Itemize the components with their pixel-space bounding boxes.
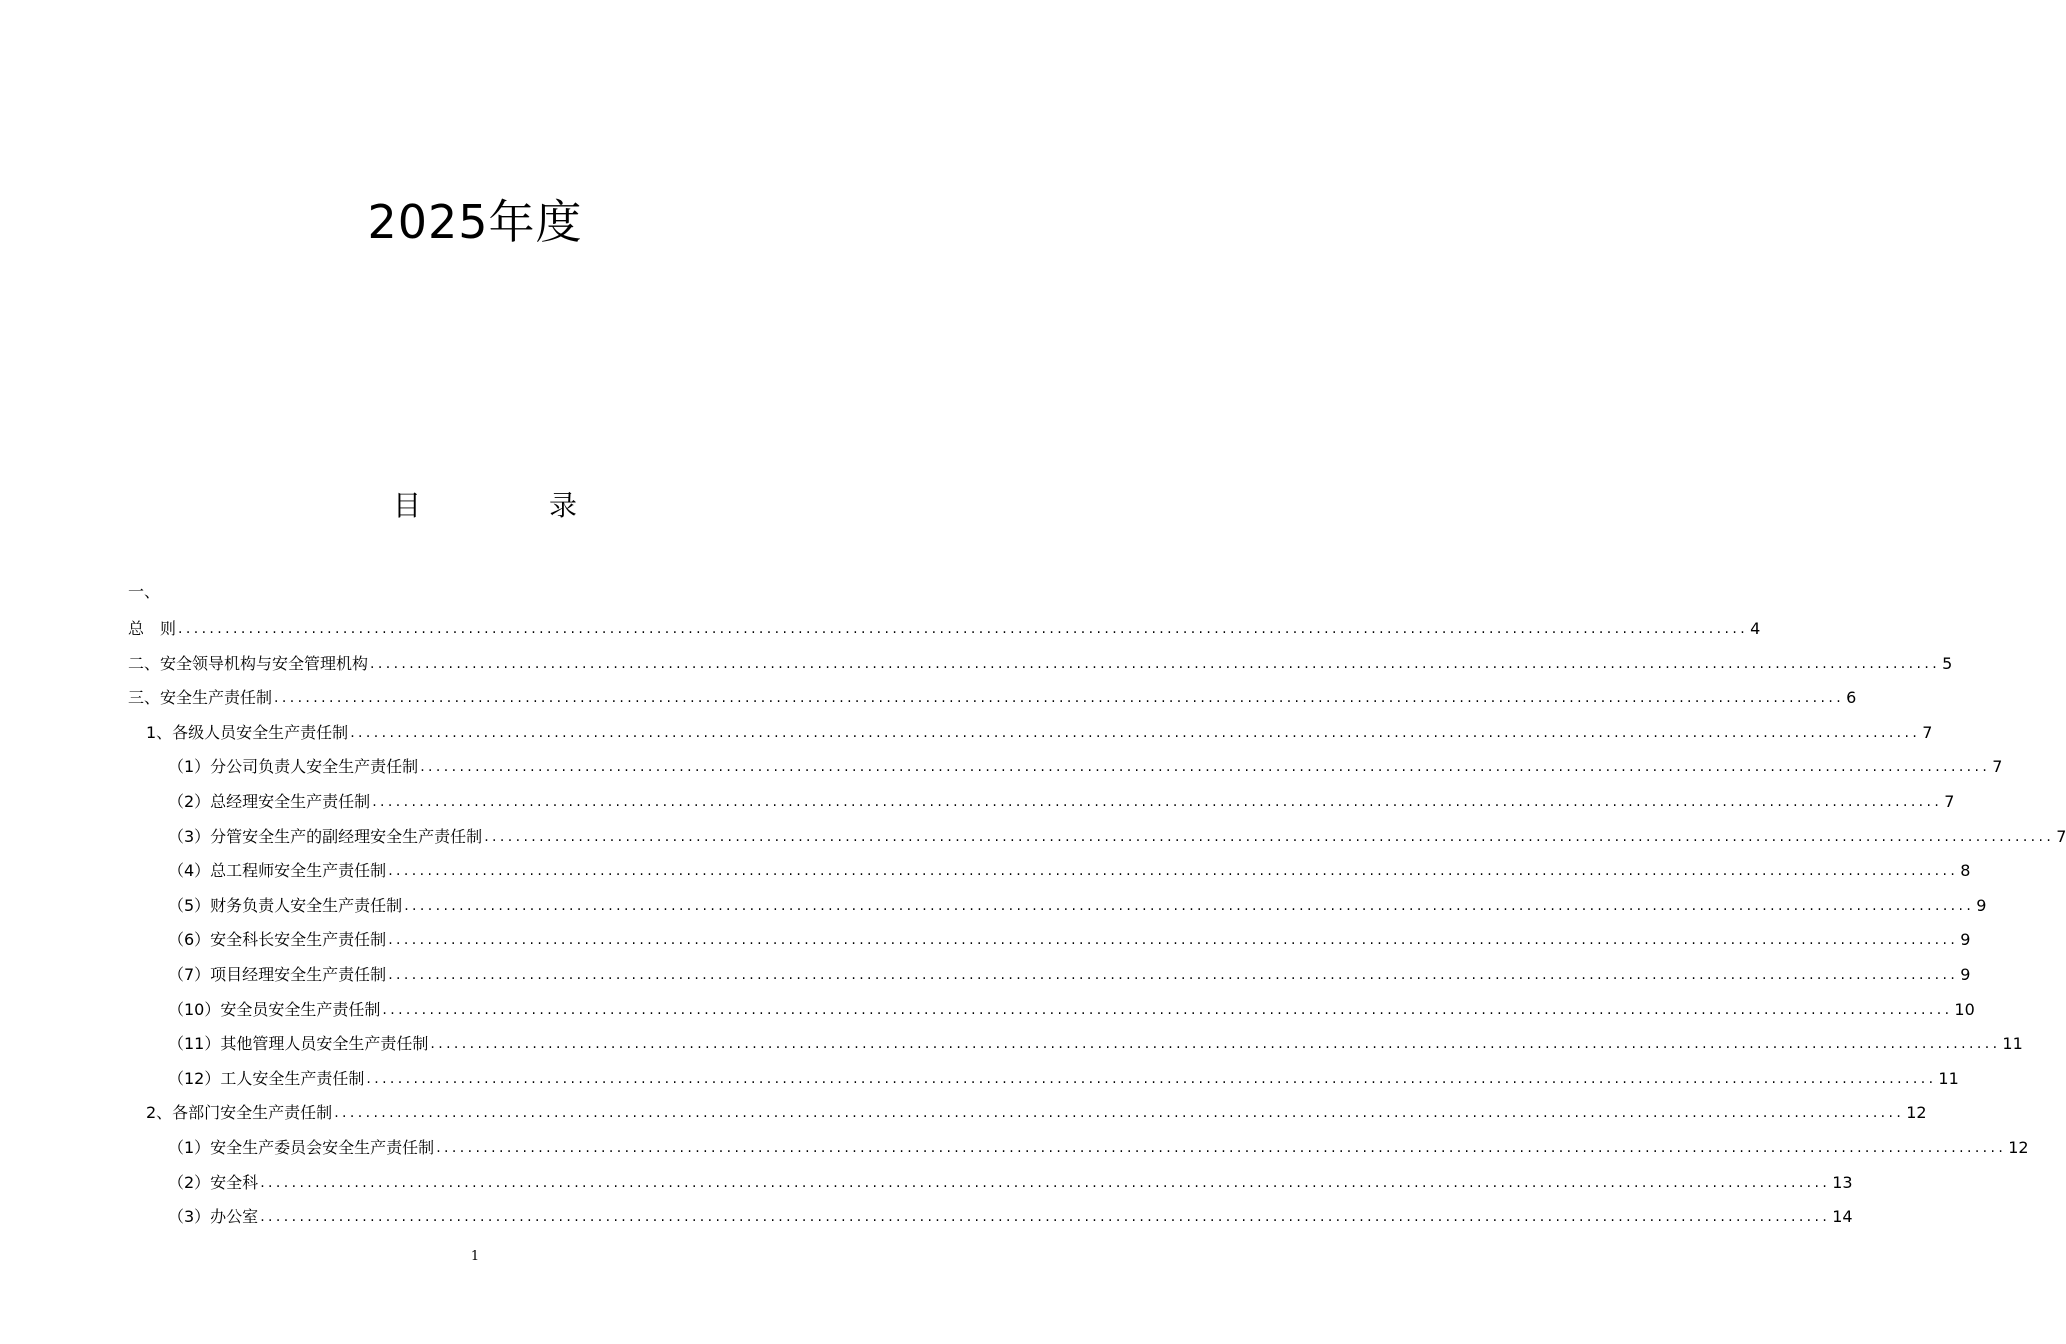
document-title: 2025年度 — [367, 195, 583, 249]
toc-dot-leader: ........................................................................................................................................................................................................ — [178, 621, 1749, 637]
toc-dot-leader: ........................................................................................................................................................................................................ — [372, 794, 1943, 810]
toc-dot-leader: ........................................................................................................................................................................................................ — [366, 1070, 1937, 1087]
toc-entry-page-number: 9 — [1960, 965, 1971, 984]
toc-dot-leader: ........................................................................................................................................................................................................ — [260, 1174, 1831, 1191]
toc-dot-leader: ........................................................................................................................................................................................................ — [260, 1209, 1831, 1226]
toc-entry[interactable] — [168, 924, 1971, 952]
toc-entry[interactable] — [168, 1167, 1853, 1195]
toc-entry-label: （6）安全科长安全生产责任制 — [168, 930, 387, 950]
toc-entry-page-number: 9 — [1976, 895, 1987, 915]
toc-entry[interactable] — [168, 855, 1971, 883]
toc-entry-page-number: 10 — [1954, 999, 1975, 1019]
toc-dot-leader: ........................................................................................................................................................................................................ — [370, 655, 1941, 672]
toc-entry[interactable] — [146, 717, 1933, 745]
toc-entry-label: （1）安全生产委员会安全生产责任制 — [168, 1138, 435, 1157]
toc-entry[interactable] — [168, 786, 1955, 814]
toc-entry[interactable] — [168, 890, 1987, 918]
toc-dot-leader: ........................................................................................................................................................................................................ — [388, 967, 1959, 983]
toc-entry-label: （2）安全科 — [168, 1172, 259, 1192]
toc-entry[interactable] — [146, 1097, 1927, 1125]
toc-heading-char-1: 目 — [393, 489, 422, 522]
toc-entry-page-number: 5 — [1942, 653, 1953, 673]
toc-entry-label: （4）总工程师安全生产责任制 — [168, 861, 387, 881]
toc-dot-leader: ........................................................................................................................................................................................................ — [420, 759, 1991, 776]
toc-orphan-line: 一、 — [128, 582, 161, 601]
toc-dot-leader: ........................................................................................................................................................................................................ — [388, 932, 1959, 949]
toc-entry[interactable] — [128, 648, 1953, 676]
toc-entry-page-number: 12 — [2008, 1138, 2029, 1157]
toc-entry[interactable] — [128, 682, 1857, 710]
toc-entry-label: （10）安全员安全生产责任制 — [168, 999, 381, 1019]
toc-entry-page-number: 11 — [1938, 1068, 1959, 1088]
toc-heading-char-2: 录 — [549, 489, 578, 522]
toc-entry[interactable] — [168, 994, 1975, 1022]
page-number: 1 — [470, 1249, 480, 1264]
toc-entry-page-number: 9 — [1960, 930, 1971, 950]
toc-entry-label: （1）分公司负责人安全生产责任制 — [168, 757, 419, 777]
toc-entry[interactable] — [168, 751, 2003, 779]
toc-entry[interactable] — [168, 1028, 2023, 1056]
toc-dot-leader: ........................................................................................................................................................................................................ — [334, 1105, 1905, 1122]
toc-entry-label: （7）项目经理安全生产责任制 — [168, 965, 387, 984]
toc-entry-page-number: 7 — [1922, 722, 1933, 742]
toc-dot-leader: ........................................................................................................................................................................................................ — [404, 897, 1975, 914]
toc-entry-label: 2、各部门安全生产责任制 — [146, 1103, 333, 1123]
toc-entry-label: （5）财务负责人安全生产责任制 — [168, 895, 403, 915]
toc-entry-page-number: 7 — [1992, 757, 2003, 777]
toc-entry[interactable] — [168, 1063, 1959, 1091]
toc-entry-label: （3）办公室 — [168, 1207, 259, 1227]
toc-dot-leader: ........................................................................................................................................................................................................ — [274, 690, 1845, 707]
toc-entry[interactable] — [168, 821, 2066, 849]
toc-entry-page-number: 7 — [2056, 826, 2066, 846]
toc-entry-page-number: 8 — [1960, 861, 1971, 881]
toc-entry-page-number: 13 — [1832, 1172, 1853, 1192]
toc-entry-page-number: 11 — [2002, 1034, 2023, 1054]
toc-entry-label: 1、各级人员安全生产责任制 — [146, 722, 349, 742]
toc-entry-page-number: 12 — [1906, 1103, 1927, 1123]
toc-entry-page-number: 6 — [1846, 688, 1857, 708]
toc-dot-leader: ........................................................................................................................................................................................................ — [350, 724, 1921, 741]
toc-entry-page-number: 4 — [1750, 619, 1761, 638]
toc-entry-page-number: 7 — [1944, 792, 1955, 811]
toc-entry[interactable] — [168, 1132, 2029, 1160]
toc-entry[interactable] — [168, 959, 1971, 987]
toc-entry-label: 总 则 — [128, 619, 177, 638]
toc-entry-page-number: 14 — [1832, 1207, 1853, 1227]
toc-entry-label: （3）分管安全生产的副经理安全生产责任制 — [168, 826, 483, 846]
toc-dot-leader: ........................................................................................................................................................................................................ — [430, 1036, 2001, 1053]
toc-dot-leader: ........................................................................................................................................................................................................ — [484, 828, 2055, 845]
toc-entry-label: （2）总经理安全生产责任制 — [168, 792, 371, 811]
toc-entry[interactable] — [168, 1201, 1853, 1229]
toc-heading — [0, 486, 950, 526]
toc-entry[interactable] — [128, 613, 1761, 641]
toc-dot-leader: ........................................................................................................................................................................................................ — [436, 1140, 2007, 1156]
toc-entry-label: （12）工人安全生产责任制 — [168, 1068, 365, 1088]
toc-dot-leader: ........................................................................................................................................................................................................ — [382, 1001, 1953, 1018]
toc-entry-label: 二、安全领导机构与安全管理机构 — [128, 653, 369, 673]
toc-dot-leader: ........................................................................................................................................................................................................ — [388, 863, 1959, 880]
toc-entry-label: （11）其他管理人员安全生产责任制 — [168, 1034, 429, 1054]
toc-entry-label: 三、安全生产责任制 — [128, 688, 273, 708]
